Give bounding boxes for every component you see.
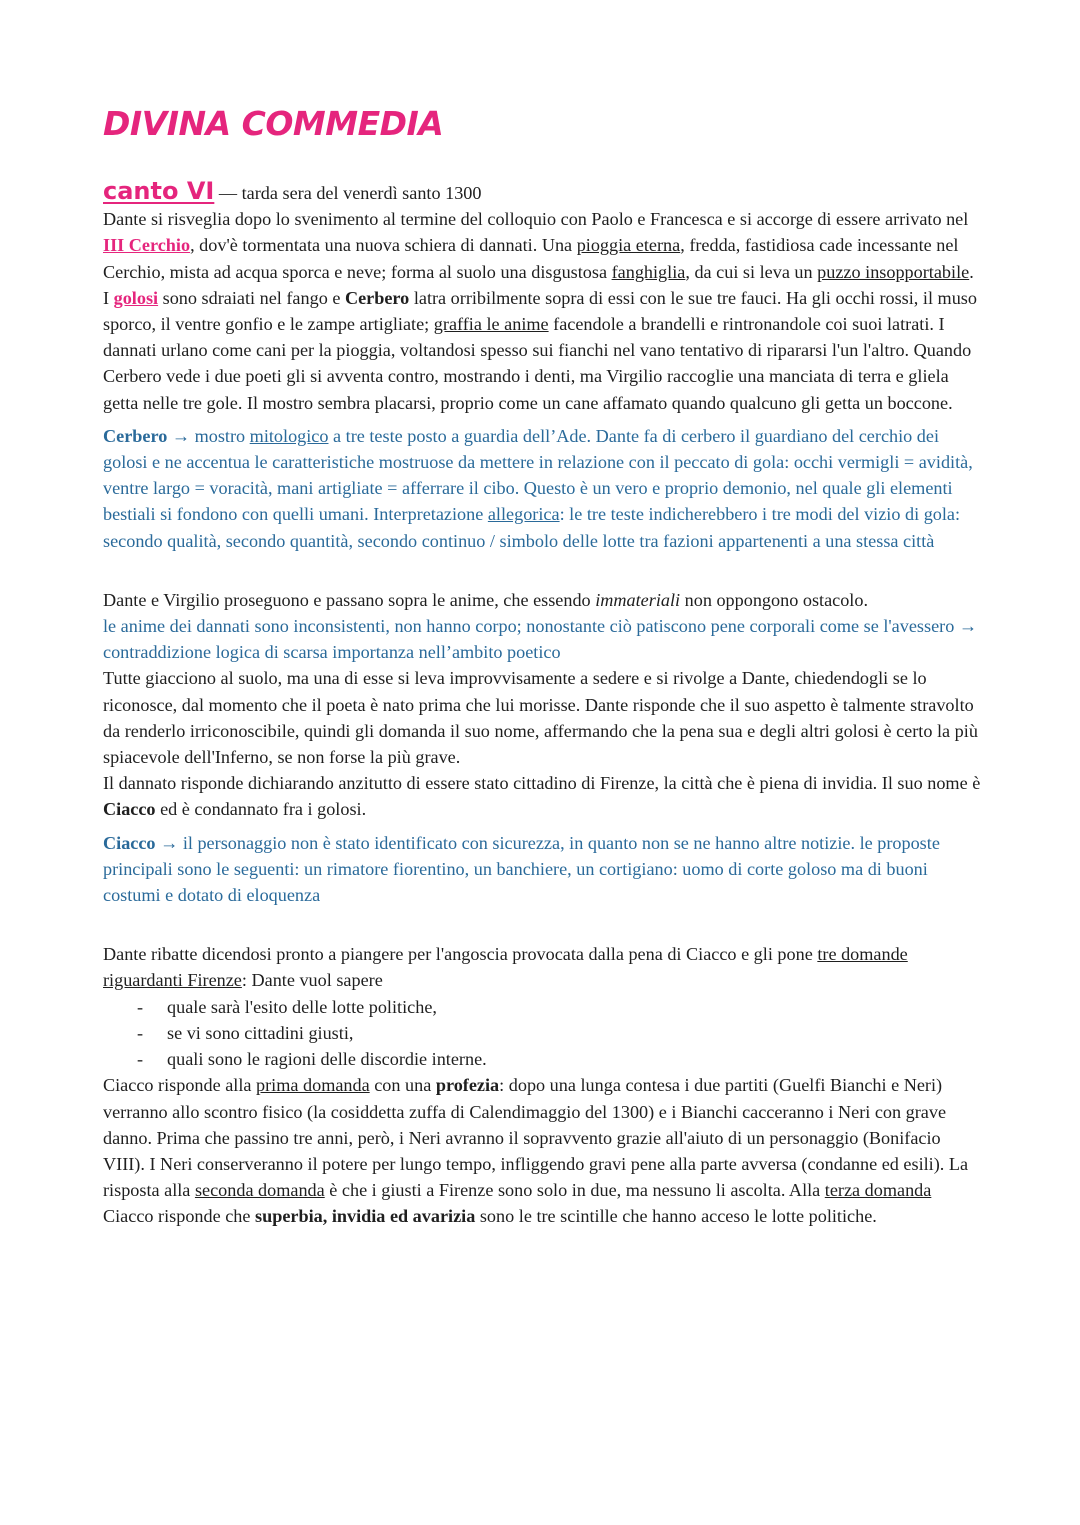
text-run: I: [103, 287, 114, 308]
text-run: : le tre teste indicherebbero i tre modi del vizio di gola: secondo qualità, secondo quantità, secondo continuo / simbolo delle lotte tra fazioni appartenenti a una stessa città: [103, 504, 961, 551]
underline-graffia: graffia le anime: [433, 314, 549, 335]
document-title: DIVINA COMMEDIA: [103, 104, 444, 143]
text-run: con una: [369, 1075, 436, 1096]
note-term: Cerbero: [103, 425, 168, 446]
paragraph-domande: [103, 941, 983, 993]
underline-mitologico: mitologico: [249, 425, 329, 446]
canto-label: canto VI: [103, 177, 215, 205]
underline-seconda-domanda: seconda domanda: [194, 1180, 325, 1201]
text-run: , da cui si leva un: [685, 261, 818, 282]
underline-domande: tre domande riguardanti Firenze: [103, 944, 908, 991]
bold-profezia: profezia: [435, 1075, 500, 1096]
document-page: [103, 100, 983, 1230]
canto-subtitle: — tarda sera del venerdì santo 1300: [214, 183, 482, 203]
text-run: Il dannato risponde dichiarando anzitutto di essere stato cittadino di Firenze, la città che è piena di invidia. Il suo nome è: [103, 773, 981, 794]
text-run: sono le tre scintille che hanno acceso le lotte politiche.: [475, 1206, 877, 1227]
text-run: Ciacco risponde alla: [103, 1075, 257, 1096]
underline-fanghiglia: fanghiglia: [611, 261, 686, 282]
text-run: ed è condannato fra i golosi.: [155, 799, 367, 820]
note-term: Ciacco: [103, 832, 156, 853]
paragraph-riconoscimento: Tutte giacciono al suolo, ma una di esse si leva improvvisamente a sedere e si rivolge a Dante, chiedendogli se lo riconosce, dal momento che il poeta è nato prima che lui morisse. Dante risponde che il suo aspetto è talmente stravolto da renderlo irriconoscibile, quindi gli domanda il suo nome, affermando che la pena sua e degli altri golosi è certo la più spiacevole dell'Inferno, se non forse la più grave.: [103, 668, 978, 768]
paragraph-cerbero: [103, 285, 983, 416]
paragraph-intro: [103, 206, 983, 285]
note-anime: le anime dei dannati sono inconsistenti, non hanno corpo; nonostante ciò patiscono pene corporali come se l'avessero → contraddizione logica di scarsa importanza nell’ambito poetico: [103, 616, 978, 663]
paragraph-risposte: [103, 1072, 983, 1229]
questions-list: [103, 994, 983, 1073]
highlight-golosi: golosi: [113, 287, 159, 308]
text-run: latra orribilmente sopra di essi con le sue tre fauci. Ha gli occhi rossi, il muso sporco, il ventre gonfio e le zampe artigliate;: [103, 287, 977, 335]
text-run: → mostro: [167, 425, 250, 446]
bold-cerbero: Cerbero: [344, 287, 410, 308]
text-run: .: [969, 261, 974, 282]
text-run: , dov'è tormentata una nuova schiera di dannati. Una: [190, 235, 577, 256]
text-run: Ciacco risponde che: [103, 1206, 256, 1227]
underline-prima-domanda: prima domanda: [256, 1075, 370, 1096]
bold-vizi: superbia, invidia ed avarizia: [255, 1206, 476, 1227]
note-cerbero: [103, 423, 983, 554]
text-run: , fredda, fastidiosa cade incessante nel Cerchio, mista ad acqua sporca e neve; forma al suolo una disgustosa: [103, 235, 959, 282]
text-run: è che i giusti a Firenze sono solo in due, ma nessuno li ascolta. Alla: [324, 1180, 825, 1201]
highlight-cerchio: III Cerchio: [103, 235, 191, 256]
text-run: → il personaggio non è stato identificato con sicurezza, in quanto non se ne hanno altre notizie. le proposte principali sono le seguenti: un rimatore fiorentino, un banchiere, un cortigiano: uomo di corte goloso ma di buoni costumi e dotato di eloquenza: [103, 832, 940, 906]
text-run: Dante si risveglia dopo lo svenimento al termine del colloquio con Paolo e Francesca e si accorge di essere arrivato nel: [103, 209, 969, 230]
text-run: Dante ribatte dicendosi pronto a piangere per l'angoscia provocata dalla pena di Ciacco e gli pone: [103, 944, 818, 965]
paragraph-immateriali: [103, 587, 983, 613]
text-run: non oppongono ostacolo.: [680, 589, 869, 610]
list-item: - quali sono le ragioni delle discordie interne.: [137, 1046, 983, 1072]
text-run: a tre teste posto a guardia dell’Ade. Dante fa di cerbero il guardiano del cerchio dei golosi e ne accentua le caratteristiche mostruose da mettere in relazione con il peccato di gola: occhi vermigli = avidità, ventre largo = voracità, mani artigliate = afferrare il cibo. Questo è un vero e proprio demonio, nel quale gli elementi bestiali si fondono con quelli umani. Interpretazione: [103, 425, 973, 525]
list-item: - se vi sono cittadini giusti,: [137, 1020, 983, 1046]
underline-puzzo: puzzo insopportabile: [817, 261, 970, 282]
list-item: - quale sarà l'esito delle lotte politiche,: [137, 994, 983, 1020]
text-run: : Dante vuol sapere: [241, 970, 383, 991]
underline-allegorica: allegorica: [487, 504, 560, 525]
italic-immateriali: immateriali: [595, 589, 681, 610]
text-run: facendole a brandelli e rintronandole coi suoi latrati. I dannati urlano come cani per la pioggia, voltandosi spesso sui fianchi nel vano tentativo di ripararsi l'un l'altro. Quando Cerbero vede i due poeti gli si avventa contro, mostrando i denti, ma Virgilio raccoglie una manciata di terra e gliela getta nelle tre gole. Il mostro sembra placarsi, proprio come un cane affamato quando qualcuno gli getta un boccone.: [103, 314, 972, 413]
canto-heading: [103, 178, 983, 206]
note-ciacco: [103, 830, 983, 909]
text-run: Dante e Virgilio proseguono e passano sopra le anime, che essendo: [103, 589, 596, 610]
underline-terza-domanda: terza domanda: [824, 1180, 932, 1201]
text-run: : dopo una lunga contesa i due partiti (Guelfi Bianchi e Neri) verranno allo scontro fisico (la cosiddetta zuffa di Calendimaggio del 1300) e i Bianchi cacceranno i Neri con grave danno. Prima che passino tre anni, però, i Neri avranno il sopravvento grazie all'aiuto di un personaggio (Bonifacio VIII). I Neri conserveranno il potere per lungo tempo, infliggendo gravi pene alla parte avversa (condanne ed esili). La risposta alla: [103, 1075, 969, 1201]
underline-pioggia: pioggia eterna: [576, 235, 681, 256]
paragraph-ciacco: [103, 770, 983, 822]
bold-ciacco: Ciacco: [103, 799, 156, 820]
text-run: sono sdraiati nel fango e: [158, 287, 345, 308]
